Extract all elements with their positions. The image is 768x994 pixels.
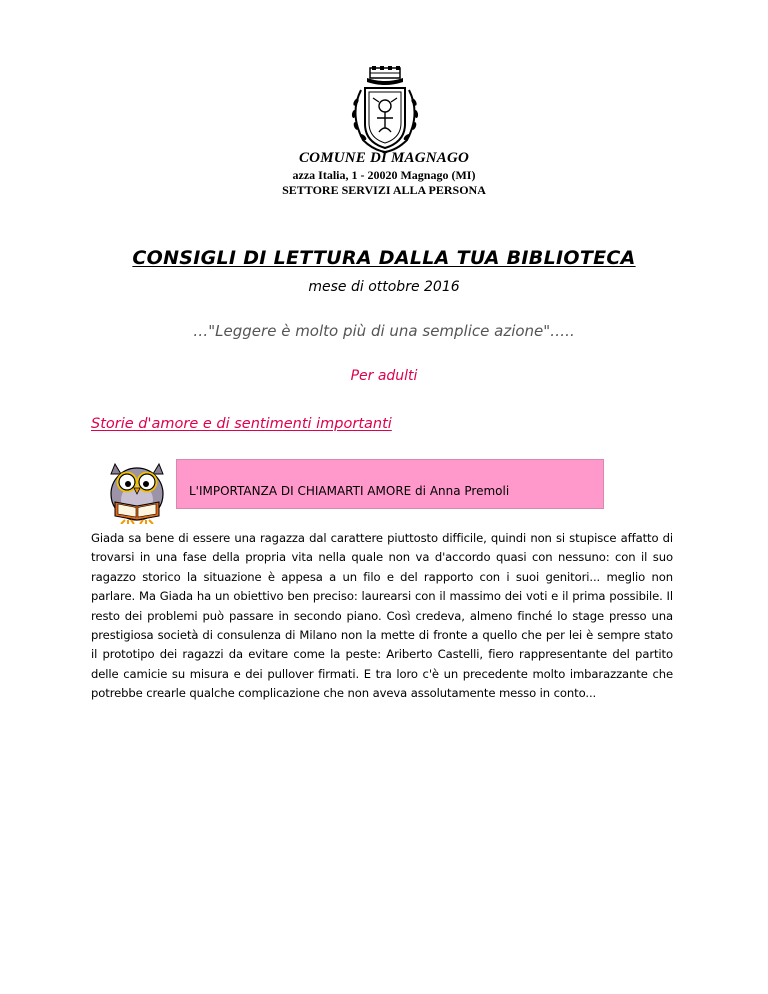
audience-label: Per adulti [350,368,418,384]
org-sector: SETTORE SERVIZI ALLA PERSONA [282,183,486,197]
page-title: CONSIGLI DI LETTURA DALLA TUA BIBLIOTECA [132,247,636,269]
org-address: azza Italia, 1 - 20020 Magnago (MI) [292,168,476,182]
quote: …"Leggere è molto più di una semplice azione"….. [193,322,575,340]
reading-owl-icon [101,458,173,524]
letterhead [0,148,768,198]
section-heading: Storie d'amore e di sentimenti importanti [91,416,392,432]
municipal-crest-icon [343,66,427,154]
book-description: Giada sa bene di essere una ragazza dal carattere piuttosto difficile, quindi non si stupisce affatto di trovarsi in una fase della propria vita nella quale non va d'accordo quasi con nessuno: con il suo ragazzo storico la situazione è appesa a un filo e del rapporto con i suoi genitori... meglio non parlare. Ma Giada ha un obiettivo ben preciso: laurearsi con il massimo dei voti e il prima possibile. Il resto dei problemi può passare in secondo piano. Così credeva, almeno finché lo stage presso una prestigiosa società di consulenza di Milano non la mette di fronte a quello che per lei è sempre stato il prototipo dei ragazzi da evitare come la peste: Ariberto Castelli, fiero rappresentante del partito delle camicie su misura e dei pullover firmati. E tra loro c'è un precedente molto imbarazzante che potrebbe crearle qualche complicazione che non aveva assolutamente messo in conto... [91,531,673,701]
org-name: COMUNE DI MAGNAGO [298,150,470,166]
book-title: L'IMPORTANZA DI CHIAMARTI AMORE di Anna Premoli [189,484,510,498]
book-title-box [176,459,604,509]
page-subtitle: mese di ottobre 2016 [308,279,460,295]
